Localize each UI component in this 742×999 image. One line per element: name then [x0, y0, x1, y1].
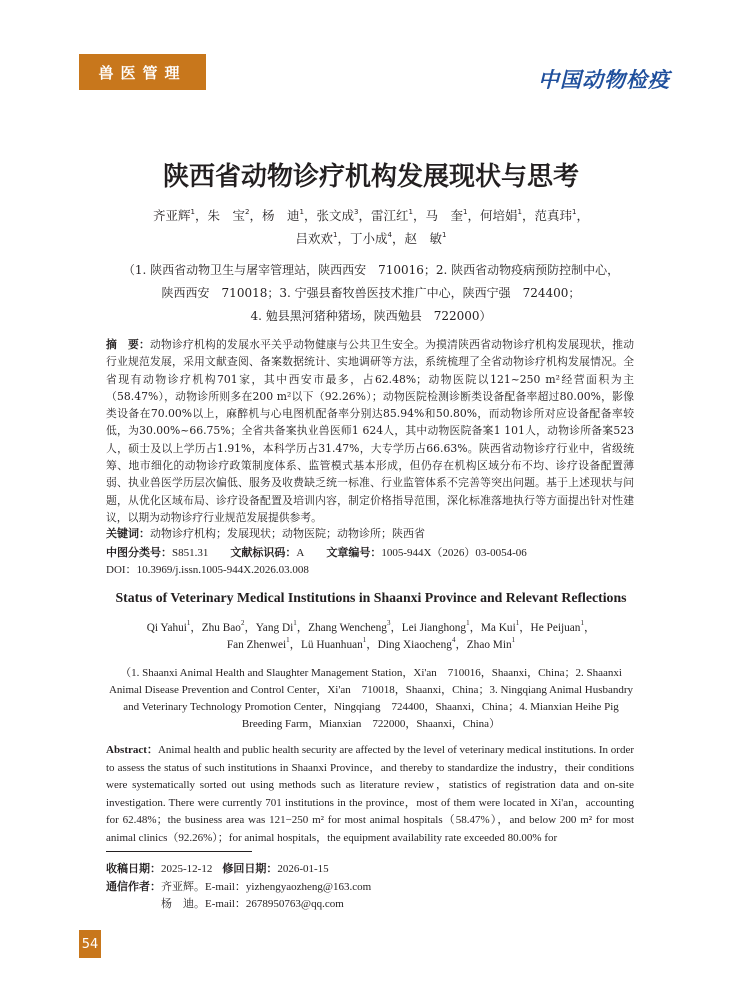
en-abstract-text: Animal health and public health security are affected by the level of veterinary medical institutions. In order to assess the status of such institutions in Shaanxi Province，and thereby to standardize the industry，their conditions were systematically sorted out using methods such as literature review，statistics of registration data and on-site investigation. There were currently 701 institutions in the province，most of them were located in Xi'an，accounting for 62.48%；the business area was 121−250 m² for most animal hospitals（58.47%），and below 200 m² for most animal clinics（92.26%）；for animal hospitals，the equipment availability rate exceeded 80.00% for	[106, 744, 634, 844]
author-name: 雷江红	[371, 208, 409, 223]
author-affiliation-mark: 1	[286, 636, 290, 644]
author-affiliation-mark: 1	[572, 208, 577, 216]
cn-abstract-text: 动物诊疗机构的发展水平关乎动物健康与公共卫生安全。为摸清陕西省动物诊疗机构发展现状，推动行业规范发展，采用文献查阅、备案数据统计、实地调研等方法，系统梳理了全省动物诊疗机构发展情况。全省现有动物诊疗机构701家，其中西安市最多，占62.48%；动物医院以121~250 m²经营面积为主（58.47%），动物诊所则多在200 m²以下（92.26%）；动物医院检测诊断类设备配备率超过80.00%，影像类设备在70.00%以上，麻醉机与心电图机配备率分别达85.94%和50.80%，而动物诊所对应设备配备率较低，为30.00%~66.75%；全省共备案执业兽医师1 624人，其中动物医院备案1 101人，动物诊所备案523人，硕士及以上学历占1.91%，本科学历占31.47%，大专学历占66.63%。陕西省动物诊疗行业中，省级统筹、地市细化的动物诊疗政策制度体系、监管模式基本形成，但仍存在机构区域分布不均、诊疗设备配置薄弱、执业兽医学历层次偏低、服务及收费缺乏统一标准、行业监管体系不完善等突出问题。基于上述现状与问题，从优化区域布局、诊疗设备配置及培训内容，制定价格指导范围，深化标准落地执行等方面提出针对性建议，以期为动物诊疗行业规范发展提供参考。	[106, 338, 635, 524]
author-name: Qi Yahui	[146, 622, 187, 634]
author-affiliation-mark: 1	[463, 208, 468, 216]
author-name: Lü Huanhuan	[300, 639, 363, 651]
en-affiliation-line: Breeding Farm，Mianxian 722000，Shaanxi，China）	[241, 718, 501, 730]
cn-affiliations	[90, 259, 652, 328]
author-name: Fan Zhenwei	[226, 639, 287, 651]
corresponding-1: 齐亚辉。E-mail：yizhengyaozheng@163.com	[161, 881, 372, 893]
author-name: Yang Di	[255, 622, 294, 634]
author-name: 齐亚辉	[153, 208, 191, 223]
revised-date: 2026-01-15	[277, 863, 329, 875]
en-abstract	[106, 742, 634, 848]
author-affiliation-mark: 1	[333, 231, 338, 239]
author-affiliation-mark: 1	[517, 208, 522, 216]
author-affiliation-mark: 1	[186, 619, 191, 627]
footnote-divider	[106, 851, 252, 852]
author-name: He Peijuan	[530, 622, 581, 634]
en-affiliation-line: and Veterinary Technology Promotion Center，Ningqiang 724400，Shaanxi，China；4. Mianxian Heihe Pig	[123, 701, 619, 713]
page-title: 陕西省动物诊疗机构发展现状与思考	[162, 162, 579, 192]
author-name: 何培娟	[480, 208, 518, 223]
author-name: Zhao Min	[466, 639, 512, 651]
en-authors-line-2: Fan Zhenwei$^1$，Lü Huanhuan$^1$，Ding Xiaocheng$^4$，Zhao Min$^1$	[226, 636, 516, 651]
author-name: Lei Jianghong	[401, 622, 467, 634]
author-name: 张文成	[316, 208, 355, 223]
doc-code-label: 文献标识码：	[230, 545, 297, 559]
en-authors-line-1: Qi Yahui$^1$，Zhu Bao$^2$，Yang Di$^1$，Zhang Wencheng$^3$，Lei Jianghong$^1$，Ma Kui$^1$，He Peijuan$^1$，	[146, 619, 596, 634]
author-name: Ding Xiaocheng	[377, 639, 452, 651]
author-name: Zhang Wencheng	[308, 622, 387, 634]
author-name: 杨 迪	[262, 208, 300, 223]
keywords-label: 关键词：	[106, 527, 150, 540]
cn-authors	[90, 204, 652, 250]
doi-label: DOI：	[106, 564, 137, 576]
keywords-text: 动物诊疗机构；发展现状；动物医院；动物诊所；陕西省	[150, 528, 425, 540]
author-affiliation-mark: 1	[511, 636, 516, 644]
corresponding-author-2	[106, 896, 371, 913]
author-name: 吕欢欢	[295, 231, 334, 246]
article-no-value: 1005-944X（2026）03-0054-06	[381, 546, 527, 559]
doc-code-value: A	[296, 546, 305, 559]
author-name: 朱 宝	[207, 208, 246, 223]
dates	[106, 860, 371, 878]
en-abstract-label: Abstract：	[106, 744, 158, 756]
corresponding-2: 杨 迪。E-mail：2678950763@qq.com	[161, 898, 344, 910]
author-affiliation-mark: 4	[387, 231, 392, 239]
revised-label: 修回日期：	[222, 862, 278, 875]
cn-authors-line-1: 齐亚辉$^1$，朱 宝$^2$，杨 迪$^1$，张文成$^3$，雷江红$^1$，马 奎$^1$，何培娟$^1$，范真玮$^1$，	[153, 208, 589, 223]
author-affiliation-mark: 3	[386, 619, 391, 627]
author-affiliation-mark: 1	[362, 636, 367, 644]
received-label: 收稿日期：	[106, 862, 161, 875]
cn-affiliation-line: （1. 陕西省动物卫生与屠宰管理站，陕西西安 710016；2. 陕西省动物疫病预防控制中心，	[122, 263, 620, 277]
doi	[106, 562, 634, 580]
cn-affiliation-line: 陕西西安 710018；3. 宁强县畜牧兽医技术推广中心，陕西宁强 724400；	[161, 286, 581, 300]
en-authors	[90, 620, 652, 654]
page-number: 54	[79, 930, 101, 958]
journal-logo: 中国动物检疫	[538, 67, 670, 92]
cn-abstract	[106, 336, 634, 526]
author-name: 范真玮	[534, 208, 573, 223]
doi-value[interactable]: 10.3969/j.issn.1005-944X.2026.03.008	[136, 564, 309, 576]
author-affiliation-mark: 1	[190, 208, 195, 216]
author-affiliation-mark: 4	[451, 636, 456, 644]
cn-meta	[106, 525, 634, 580]
en-affiliation-line: （1. Shaanxi Animal Health and Slaughter Management Station，Xi'an 710016，Shaanxi，China；2. Shaanxi	[120, 667, 622, 679]
author-affiliation-mark: 2	[245, 208, 250, 216]
received-date: 2025-12-12	[161, 863, 213, 875]
en-affiliations	[100, 665, 642, 733]
author-affiliation-mark: 1	[466, 619, 470, 627]
author-name: 马 奎	[425, 208, 464, 223]
author-affiliation-mark: 1	[580, 619, 584, 627]
corresponding-label: 通信作者：	[106, 880, 161, 893]
author-name: 丁小成	[350, 231, 388, 246]
author-affiliation-mark: 1	[408, 208, 413, 216]
cn-affiliation-line: 4. 勉县黑河猪种猪场，陕西勉县 722000）	[250, 309, 492, 323]
author-name: Ma Kui	[480, 622, 516, 634]
classification	[106, 544, 634, 563]
footnotes	[106, 860, 371, 913]
author-name: 赵 敏	[404, 231, 443, 246]
author-affiliation-mark: 2	[240, 619, 245, 627]
section-tag: 兽医管理	[79, 54, 206, 90]
corresponding-author	[106, 878, 371, 896]
english-title: Status of Veterinary Medical Institutions in Shaanxi Province and Relevant Reflections	[115, 590, 627, 605]
author-affiliation-mark: 1	[515, 619, 520, 627]
clc-value: S851.31	[172, 546, 209, 559]
cn-abstract-label: 摘 要：	[106, 338, 151, 351]
cn-authors-line-2: 吕欢欢$^1$，丁小成$^4$，赵 敏$^1$	[295, 231, 447, 246]
keywords	[106, 525, 634, 544]
clc-label: 中图分类号：	[106, 545, 172, 559]
author-affiliation-mark: 1	[293, 619, 297, 627]
author-name: Zhu Bao	[201, 622, 241, 634]
author-affiliation-mark: 3	[354, 208, 359, 216]
author-affiliation-mark: 1	[299, 208, 304, 216]
article-no-label: 文章编号：	[326, 545, 382, 559]
en-affiliation-line: Animal Disease Prevention and Control Center，Xi'an 710018，Shaanxi，China；3. Ningqiang Animal Husbandry	[108, 684, 634, 696]
author-affiliation-mark: 1	[442, 231, 447, 239]
